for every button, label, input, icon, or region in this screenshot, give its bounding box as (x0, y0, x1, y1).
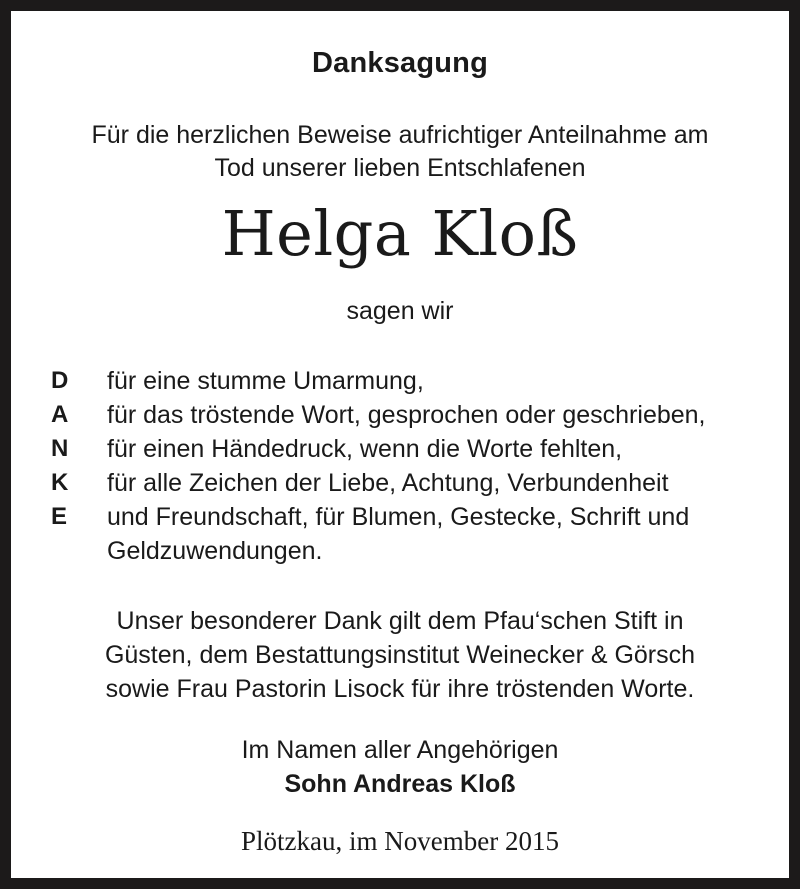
special-thanks (11, 604, 789, 706)
acrostic-row (11, 500, 789, 534)
notice-title: Danksagung (311, 47, 489, 79)
acrostic-row (11, 534, 789, 568)
acrostic-row (11, 432, 789, 466)
signoff (11, 733, 789, 801)
place-date: Plötzkau, im November 2015 (241, 826, 559, 856)
special-thanks-line-1: Unser besonderer Dank gilt dem Pfau‘schen Stift in (116, 607, 684, 635)
intro-text (11, 119, 789, 185)
acrostic-text: für das tröstende Wort, gesprochen oder geschrieben, (107, 401, 706, 429)
intro-line-2: Tod unserer lieben Entschlafenen (214, 154, 586, 182)
acrostic-text: Geldzuwendungen. (107, 537, 323, 565)
acrostic-letter: E (51, 503, 68, 530)
special-thanks-line-2: Güsten, dem Bestattungsinstitut Weinecker & Görsch (104, 641, 696, 669)
deceased-name: Helga Kloß (221, 197, 579, 270)
acrostic-text: und Freundschaft, für Blumen, Gestecke, Schrift und (107, 503, 690, 531)
signoff-line: Im Namen aller Angehörigen (241, 736, 559, 764)
acrostic-row (11, 398, 789, 432)
acrostic-row (11, 466, 789, 500)
danke-acrostic (11, 364, 789, 568)
intro-line-1: Für die herzlichen Beweise aufrichtiger Anteilnahme am (91, 121, 709, 149)
sagen-wir-text: sagen wir (346, 297, 454, 325)
acrostic-text: für eine stumme Umarmung, (107, 367, 424, 395)
acrostic-letter: D (51, 367, 69, 394)
acrostic-letter: N (51, 435, 69, 462)
acrostic-text: für alle Zeichen der Liebe, Achtung, Verbundenheit (107, 469, 669, 497)
acrostic-row (11, 364, 789, 398)
special-thanks-line-3: sowie Frau Pastorin Lisock für ihre tröstenden Worte. (105, 675, 695, 703)
acrostic-letter: A (51, 401, 69, 428)
signer-name: Sohn Andreas Kloß (284, 770, 516, 798)
acrostic-text: für einen Händedruck, wenn die Worte fehlten, (107, 435, 623, 463)
acrostic-letter: K (51, 469, 69, 496)
